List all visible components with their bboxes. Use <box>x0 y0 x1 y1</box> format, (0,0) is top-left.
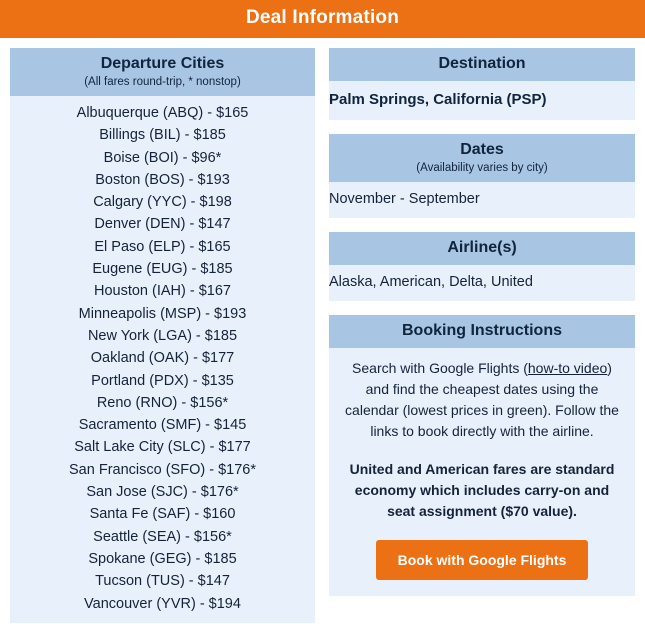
airlines-header <box>329 232 635 265</box>
list-item: Boise (BOI) - $96* <box>103 149 222 166</box>
list-item: San Francisco (SFO) - $176* <box>69 461 256 478</box>
left-column <box>10 48 315 637</box>
destination-value: Palm Springs, California (PSP) <box>329 91 547 108</box>
list-item: Spokane (GEG) - $185 <box>88 550 237 567</box>
dates-subtitle: (Availability varies by city) <box>416 162 548 174</box>
destination-panel <box>329 48 635 120</box>
dates-header <box>329 134 635 182</box>
departure-cities-panel <box>10 48 315 623</box>
cta-container <box>345 540 619 580</box>
booking-paragraph-primary <box>345 358 619 442</box>
list-item: Eugene (EUG) - $185 <box>92 261 233 278</box>
book-with-google-flights-button[interactable]: Book with Google Flights <box>376 540 589 580</box>
list-item: Seattle (SEA) - $156* <box>93 528 232 545</box>
list-item: Santa Fe (SAF) - $160 <box>89 506 236 523</box>
booking-instructions-body <box>329 348 635 596</box>
departure-cities-subtitle: (All fares round-trip, * nonstop) <box>84 76 241 88</box>
dates-value: November - September <box>329 191 480 207</box>
airlines-title: Airline(s) <box>447 239 517 256</box>
content-columns <box>0 38 645 637</box>
dates-panel <box>329 134 635 218</box>
destination-title: Destination <box>438 55 526 72</box>
airlines-value: Alaska, American, Delta, United <box>329 274 533 290</box>
list-item: Reno (RNO) - $156* <box>96 394 229 411</box>
destination-header <box>329 48 635 81</box>
list-item: Boston (BOS) - $193 <box>95 171 230 188</box>
booking-text-after-link: ) and find the cheapest dates using the calendar (lowest prices in green). Follow the links to book directly with the airline. <box>345 360 619 439</box>
list-item: Denver (DEN) - $147 <box>94 216 231 233</box>
airlines-panel <box>329 232 635 301</box>
list-item: San Jose (SJC) - $176* <box>86 484 239 501</box>
how-to-video-link[interactable]: how-to video <box>527 360 608 376</box>
list-item: Calgary (YYC) - $198 <box>93 194 232 211</box>
list-item: El Paso (ELP) - $165 <box>94 238 231 255</box>
departure-cities-list <box>10 96 315 623</box>
list-item: Albuquerque (ABQ) - $165 <box>76 105 249 121</box>
page-title: Deal Information <box>0 0 645 38</box>
list-item: Minneapolis (MSP) - $193 <box>78 305 247 322</box>
list-item: Vancouver (YVR) - $194 <box>84 595 241 612</box>
list-item: New York (LGA) - $185 <box>87 327 238 344</box>
booking-instructions-panel <box>329 315 635 596</box>
list-item: Houston (IAH) - $167 <box>93 283 231 300</box>
dates-title: Dates <box>460 141 504 158</box>
booking-instructions-title: Booking Instructions <box>402 322 562 339</box>
list-item: Oakland (OAK) - $177 <box>90 350 235 367</box>
booking-text-before-link: Search with Google Flights ( <box>352 360 528 376</box>
list-item: Tucson (TUS) - $147 <box>95 573 230 590</box>
departure-cities-title: Departure Cities <box>100 55 225 72</box>
booking-instructions-header <box>329 315 635 348</box>
list-item: Portland (PDX) - $135 <box>91 372 234 389</box>
departure-cities-header <box>10 48 315 96</box>
list-item: Salt Lake City (SLC) - $177 <box>74 439 251 456</box>
booking-paragraph-fare-note: United and American fares are standard economy which includes carry-on and seat assignment ($70 value). <box>349 461 615 519</box>
right-column <box>329 48 635 637</box>
list-item: Billings (BIL) - $185 <box>99 127 226 144</box>
list-item: Sacramento (SMF) - $145 <box>78 417 247 434</box>
